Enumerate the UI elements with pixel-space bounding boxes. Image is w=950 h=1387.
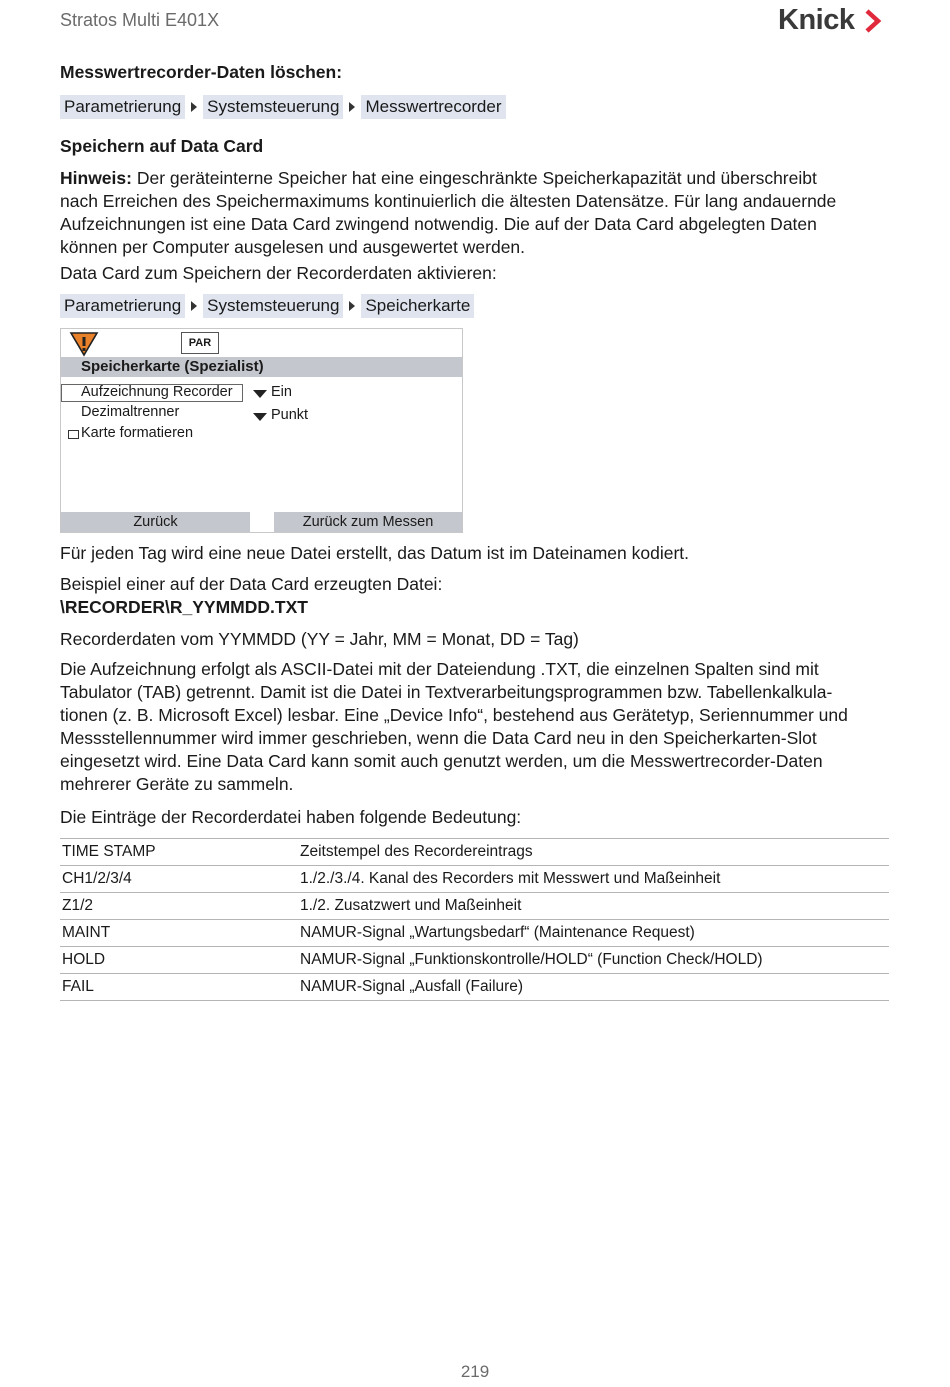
device-screen — [60, 328, 463, 533]
ascii-paragraph — [60, 658, 890, 796]
table-cell-key: TIME STAMP — [62, 843, 156, 860]
brand-logo — [778, 4, 882, 37]
table-cell-key: CH1/2/3/4 — [62, 870, 132, 887]
table-cell-key: HOLD — [62, 951, 106, 968]
folder-icon — [68, 430, 79, 439]
back-softkey[interactable]: Zurück — [61, 512, 250, 532]
table-cell-meaning: NAMUR-Signal „Ausfall (Failure) — [300, 978, 524, 995]
chevron-right-icon — [864, 9, 882, 33]
maintenance-warning-icon — [69, 331, 99, 357]
table-cell-meaning: 1./2./3./4. Kanal des Recorders mit Messwert und Maßeinheit — [300, 870, 721, 887]
breadcrumb-item: Speicherkarte — [361, 294, 474, 318]
recorder-entries-table — [60, 838, 889, 1001]
daily-file-text: Für jeden Tag wird eine neue Datei erstellt, das Datum ist im Dateinamen kodiert. — [60, 543, 690, 563]
note-line: können per Computer ausgelesen und ausgewertet werden. — [60, 237, 526, 257]
table-row — [60, 893, 889, 920]
breadcrumb-item: Parametrierung — [60, 294, 185, 318]
triangle-right-icon — [349, 102, 355, 112]
breadcrumb-item: Systemsteuerung — [203, 95, 343, 119]
table-row — [60, 920, 889, 947]
par-mode-badge: PAR — [181, 332, 219, 354]
brand-name: Knick — [778, 4, 855, 36]
example-file-path: \RECORDER\R_YYMMDD.TXT — [60, 597, 308, 617]
screen-title-bar — [61, 357, 462, 377]
ascii-line: Tabulator (TAB) getrennt. Damit ist die Datei in Textverarbeitungsprogrammen bzw. Tabellenkalkula- — [60, 682, 833, 702]
table-cell-meaning: 1./2. Zusatzwert und Maßeinheit — [300, 897, 522, 914]
back-to-measuring-softkey[interactable]: Zurück zum Messen — [274, 512, 462, 532]
breadcrumb-delete — [60, 95, 506, 119]
ascii-line: Messstellennummer wird immer geschrieben, wenn die Data Card neu in den Speicherkarten-Slot — [60, 728, 817, 748]
ascii-line: eingesetzt wird. Eine Data Card kann somit auch genutzt werden, um die Messwertrecorder-Daten — [60, 751, 823, 771]
menu-item-label[interactable]: Aufzeichnung Recorder — [81, 384, 233, 400]
section-heading-delete: Messwertrecorder-Daten löschen: — [60, 62, 343, 82]
breadcrumb-datacard — [60, 294, 474, 318]
breadcrumb-item: Messwertrecorder — [361, 95, 505, 119]
recorder-date-text: Recorderdaten vom YYMMDD (YY = Jahr, MM = Monat, DD = Tag) — [60, 629, 579, 649]
activate-text: Data Card zum Speichern der Recorderdaten aktivieren: — [60, 263, 497, 283]
note-label: Hinweis: — [60, 168, 132, 188]
note-line: nach Erreichen des Speichermaximums kontinuierlich die ältesten Datensätze. Für lang andauernde — [60, 191, 837, 211]
note-line: Aufzeichnungen ist eine Data Card zwingend notwendig. Die auf der Data Card abgelegten Daten — [60, 214, 817, 234]
ascii-line: tionen (z. B. Microsoft Excel) lesbar. Eine „Device Info“, bestehend aus Gerätetyp, Seriennummer und — [60, 705, 848, 725]
table-cell-meaning: NAMUR-Signal „Funktionskontrolle/HOLD“ (Function Check/HOLD) — [300, 951, 763, 968]
note-paragraph — [60, 167, 890, 259]
table-cell-meaning: Zeitstempel des Recordereintrags — [300, 843, 533, 860]
table-cell-key: Z1/2 — [62, 897, 94, 914]
page-number: 219 — [460, 1362, 490, 1381]
breadcrumb-item: Parametrierung — [60, 95, 185, 119]
table-row — [60, 947, 889, 974]
dropdown-arrow-icon[interactable] — [253, 390, 267, 398]
table-cell-key: MAINT — [62, 924, 111, 941]
triangle-right-icon — [191, 102, 197, 112]
table-intro: Die Einträge der Recorderdatei haben folgende Bedeutung: — [60, 807, 522, 827]
menu-item-label[interactable]: Dezimaltrenner — [81, 404, 180, 420]
breadcrumb-item: Systemsteuerung — [203, 294, 343, 318]
table-row — [60, 866, 889, 893]
table-row — [60, 974, 889, 1001]
menu-item-label[interactable]: Karte formatieren — [81, 425, 194, 441]
screen-title: Speicherkarte (Spezialist) — [81, 358, 264, 375]
menu-item-value[interactable]: Punkt — [271, 407, 309, 423]
ascii-line: mehrerer Geräte zu sammeln. — [60, 774, 294, 794]
ascii-line: Die Aufzeichnung erfolgt als ASCII-Datei mit der Dateiendung .TXT, die einzelnen Spalten sind mit — [60, 659, 819, 679]
dropdown-arrow-icon[interactable] — [253, 413, 267, 421]
table-cell-meaning: NAMUR-Signal „Wartungsbedarf“ (Maintenance Request) — [300, 924, 695, 941]
menu-item-value[interactable]: Ein — [271, 384, 292, 400]
table-row — [60, 839, 889, 866]
note-line: Der geräteinterne Speicher hat eine eingeschränkte Speicherkapazität und überschreibt — [136, 168, 817, 188]
table-cell-key: FAIL — [62, 978, 94, 995]
document-title: Stratos Multi E401X — [60, 10, 220, 30]
section-heading-datacard: Speichern auf Data Card — [60, 136, 264, 156]
triangle-right-icon — [349, 301, 355, 311]
triangle-right-icon — [191, 301, 197, 311]
example-label: Beispiel einer auf der Data Card erzeugten Datei: — [60, 574, 443, 594]
